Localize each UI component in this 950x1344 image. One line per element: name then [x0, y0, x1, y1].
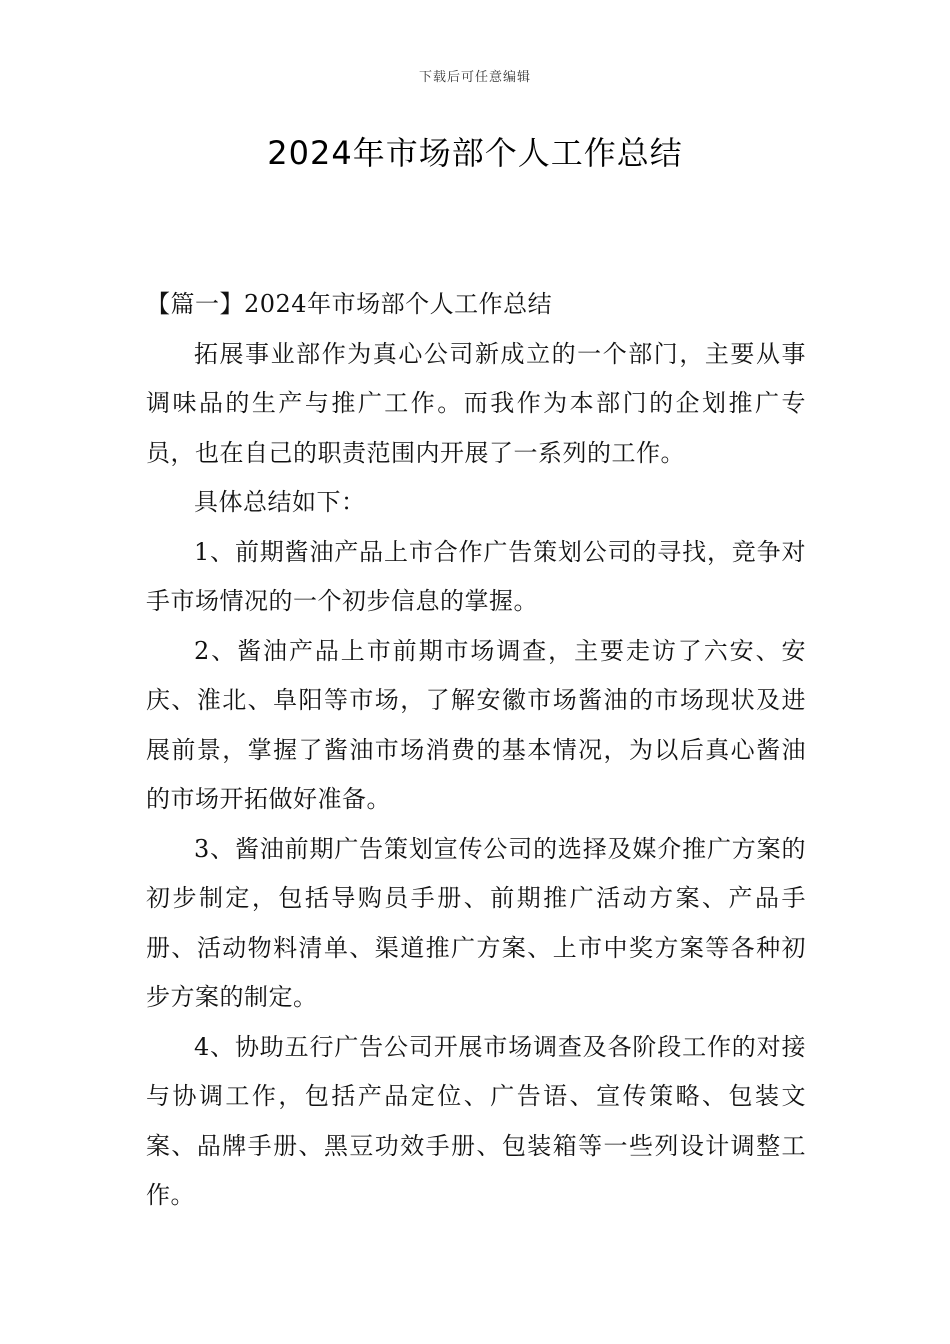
document-title: 2024年市场部个人工作总结 [267, 134, 683, 172]
paragraph-item-4: 4、协助五行广告公司开展市场调查及各阶段工作的对接与协调工作，包括产品定位、广告语、宣传策略、包装文案、品牌手册、黑豆功效手册、包装箱等一些列设计调整工作。 [146, 1032, 806, 1209]
section-heading: 【篇一】2024年市场部个人工作总结 [146, 290, 553, 318]
paragraph-item-3: 3、酱油前期广告策划宣传公司的选择及媒介推广方案的初步制定，包括导购员手册、前期推广活动方案、产品手册、活动物料清单、渠道推广方案、上市中奖方案等各种初步方案的制定。 [146, 834, 806, 1011]
paragraph-item-1: 1、前期酱油产品上市合作广告策划公司的寻找，竞争对手市场情况的一个初步信息的掌握。 [146, 537, 806, 615]
document-body [146, 280, 806, 1221]
header-note: 下载后可任意编辑 [418, 70, 531, 85]
paragraph-intro: 拓展事业部作为真心公司新成立的一个部门，主要从事调味品的生产与推广工作。而我作为本部门的企划推广专员，也在自己的职责范围内开展了一系列的工作。 [146, 339, 806, 467]
paragraph-item-2: 2、酱油产品上市前期市场调查，主要走访了六安、安庆、淮北、阜阳等市场，了解安徽市场酱油的市场现状及进展前景，掌握了酱油市场消费的基本情况，为以后真心酱油的市场开拓做好准备。 [146, 636, 806, 813]
paragraph-summary-lead: 具体总结如下： [194, 488, 366, 516]
